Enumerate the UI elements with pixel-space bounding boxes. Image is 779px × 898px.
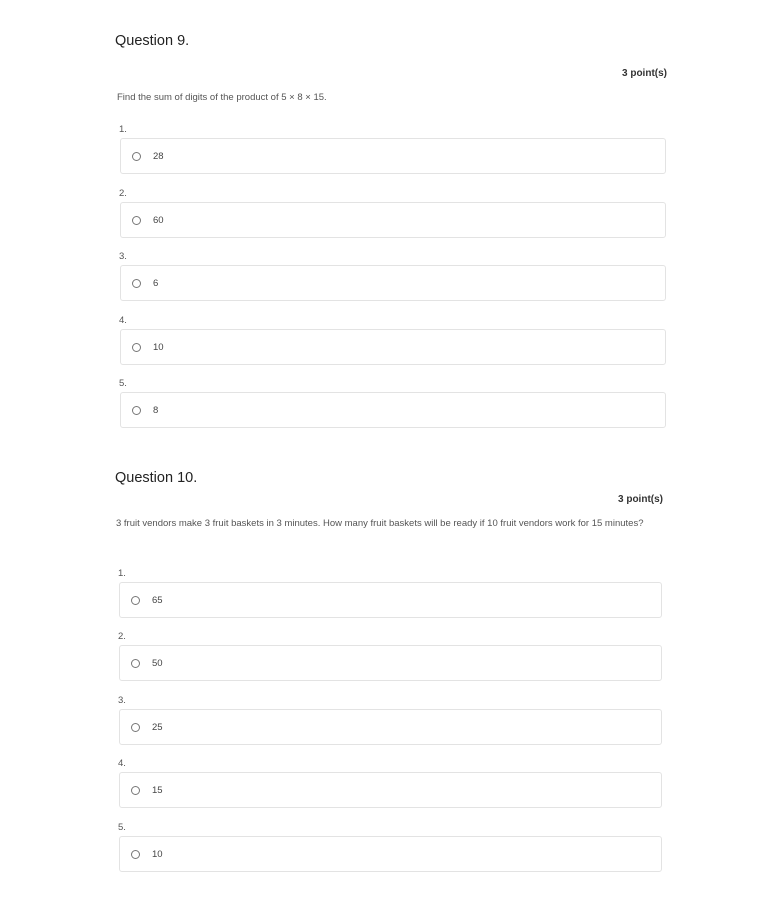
option-label: 50 bbox=[152, 658, 163, 669]
option-number: 1. bbox=[118, 568, 126, 579]
option-label: 8 bbox=[153, 405, 159, 416]
radio-button[interactable] bbox=[131, 723, 140, 732]
option-label: 10 bbox=[152, 849, 163, 860]
option-label: 65 bbox=[152, 595, 163, 606]
radio-button[interactable] bbox=[131, 596, 140, 605]
answer-option[interactable] bbox=[119, 836, 662, 872]
question-points: 3 point(s) bbox=[618, 494, 663, 505]
option-label: 15 bbox=[152, 785, 163, 796]
option-number: 5. bbox=[118, 822, 126, 833]
option-label: 25 bbox=[152, 722, 163, 733]
question-title: Question 10. bbox=[115, 470, 198, 486]
radio-button[interactable] bbox=[131, 786, 140, 795]
option-label: 28 bbox=[153, 151, 164, 162]
answer-option[interactable] bbox=[119, 709, 662, 745]
question-points: 3 point(s) bbox=[622, 68, 667, 79]
option-number: 1. bbox=[119, 124, 127, 135]
question-text: 3 fruit vendors make 3 fruit baskets in 3 minutes. How many fruit baskets will be ready if 10 fruit vendors work for 15 minutes? bbox=[116, 518, 644, 529]
question-title: Question 9. bbox=[115, 33, 190, 49]
answer-option[interactable] bbox=[119, 772, 662, 808]
radio-button[interactable] bbox=[131, 659, 140, 668]
radio-button[interactable] bbox=[131, 850, 140, 859]
answer-option[interactable] bbox=[119, 645, 662, 681]
question-text: Find the sum of digits of the product of 5 × 8 × 15. bbox=[117, 92, 327, 103]
option-label: 6 bbox=[153, 278, 159, 289]
option-label: 60 bbox=[153, 215, 164, 226]
option-number: 2. bbox=[118, 631, 126, 642]
option-number: 5. bbox=[119, 378, 127, 389]
option-number: 3. bbox=[118, 695, 126, 706]
option-label: 10 bbox=[153, 342, 164, 353]
answer-option[interactable] bbox=[119, 582, 662, 618]
option-number: 4. bbox=[118, 758, 126, 769]
option-number: 3. bbox=[119, 251, 127, 262]
option-number: 4. bbox=[119, 315, 127, 326]
option-number: 2. bbox=[119, 188, 127, 199]
